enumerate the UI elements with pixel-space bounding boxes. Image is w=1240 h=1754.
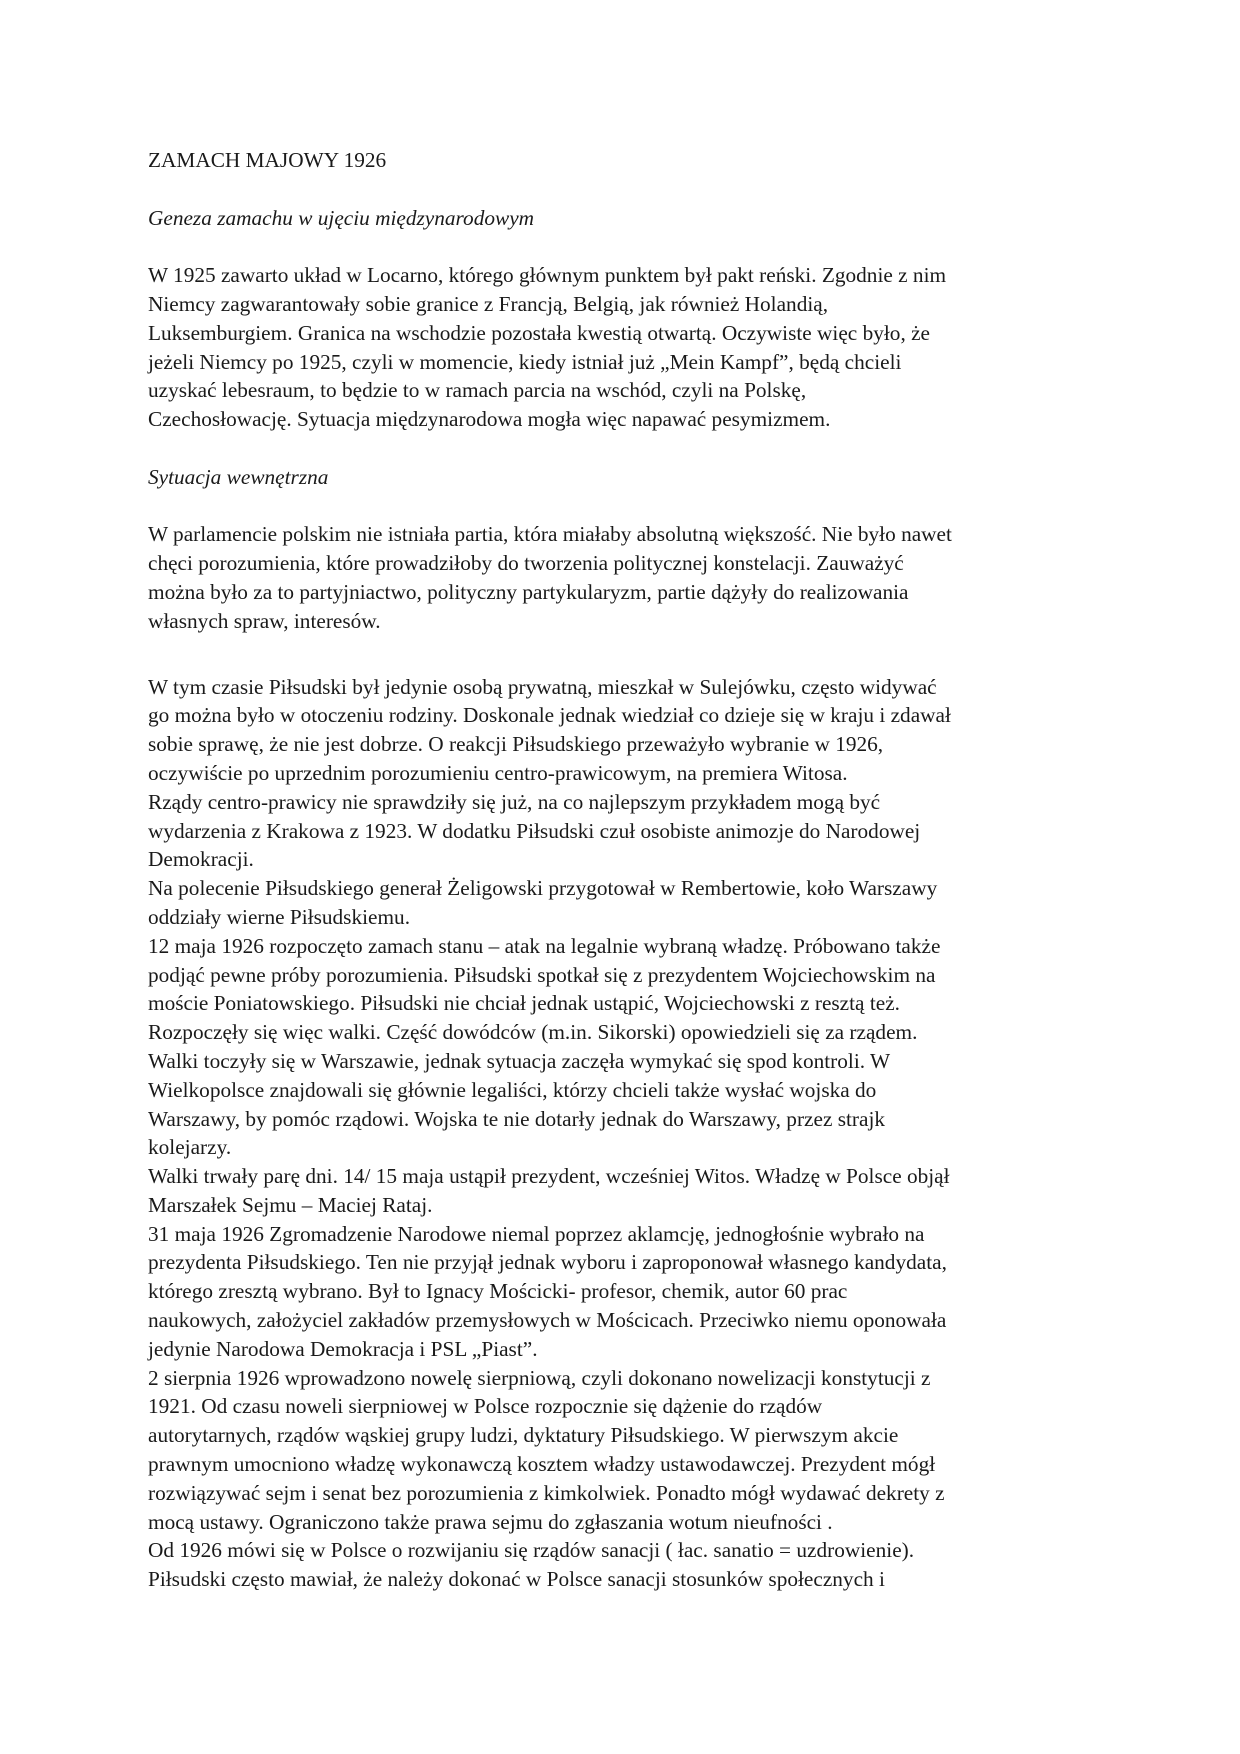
text-line: jeżeli Niemcy po 1925, czyli w momencie, kiedy istniał już „Mein Kampf”, będą chcieli xyxy=(148,349,902,374)
text-line: 31 maja 1926 Zgromadzenie Narodowe niemal poprzez aklamcję, jednogłośnie wybrało na xyxy=(148,1221,925,1246)
text-line: sobie sprawę, że nie jest dobrze. O reakcji Piłsudskiego przeważyło wybranie w 1926, xyxy=(148,732,884,757)
text-line: Marszałek Sejmu – Maciej Rataj. xyxy=(148,1192,433,1217)
paragraph-coup xyxy=(148,673,1098,1595)
text-line: 12 maja 1926 rozpoczęto zamach stanu – atak na legalnie wybraną władzę. Próbowano także xyxy=(148,933,941,958)
text-line: W tym czasie Piłsudski był jedynie osobą prywatną, mieszkał w Sulejówku, często widywać xyxy=(148,674,937,699)
text-line: Na polecenie Piłsudskiego generał Żeligowski przygotował w Rembertowie, koło Warszawy xyxy=(148,876,938,901)
text-line: naukowych, założyciel zakładów przemysłowych w Mościcach. Przeciwko niemu oponowała xyxy=(148,1308,947,1333)
text-line: oddziały wierne Piłsudskiemu. xyxy=(148,904,411,929)
text-line: można było za to partyjniactwo, polityczny partykularyzm, partie dążyły do realizowania xyxy=(148,579,909,604)
paragraph-international xyxy=(148,261,1098,434)
text-line: oczywiście po uprzednim porozumieniu centro-prawicowym, na premiera Witosa. xyxy=(148,760,848,785)
text-line: moście Poniatowskiego. Piłsudski nie chciał jednak ustąpić, Wojciechowski z resztą też. xyxy=(148,991,900,1016)
paragraph-parliament xyxy=(148,520,1098,635)
text-line: 2 sierpnia 1926 wprowadzono nowelę sierpniową, czyli dokonano nowelizacji konstytucji z xyxy=(148,1365,931,1390)
text-line: kolejarzy. xyxy=(148,1135,232,1160)
text-line: uzyskać lebesraum, to będzie to w ramach parcia na wschód, czyli na Polskę, xyxy=(148,378,807,403)
document-body xyxy=(148,146,1098,1594)
text-line: Wielkopolsce znajdowali się głównie legaliści, którzy chcieli także wysłać wojska do xyxy=(148,1077,877,1102)
text-line: mocą ustawy. Ograniczono także prawa sejmu do zgłaszania wotum nieufności . xyxy=(148,1509,833,1534)
text-line: go można było w otoczeniu rodziny. Doskonale jednak wiedział co dzieje się w kraju i zdawał xyxy=(148,703,951,728)
text-line: chęci porozumienia, które prowadziłoby do tworzenia politycznej konstelacji. Zauważyć xyxy=(148,551,904,576)
section-heading-international: Geneza zamachu w ujęciu międzynarodowym xyxy=(148,205,535,230)
text-line: Od 1926 mówi się w Polsce o rozwijaniu się rządów sanacji ( łac. sanatio = uzdrowienie). xyxy=(148,1538,915,1563)
document-title: ZAMACH MAJOWY 1926 xyxy=(148,148,387,172)
text-line: Warszawy, by pomóc rządowi. Wojska te nie dotarły jednak do Warszawy, przez strajk xyxy=(148,1106,886,1131)
text-line: podjąć pewne próby porozumienia. Piłsudski spotkał się z prezydentem Wojciechowskim na xyxy=(148,962,936,987)
text-line: Walki trwały parę dni. 14/ 15 maja ustąpił prezydent, wcześniej Witos. Władzę w Polsce objął xyxy=(148,1164,950,1189)
text-line: Demokracji. xyxy=(148,847,254,872)
text-line: W parlamencie polskim nie istniała partia, która miałaby absolutną większość. Nie było nawet xyxy=(148,522,952,547)
text-line: Rozpoczęły się więc walki. Część dowódców (m.in. Sikorski) opowiedzieli się za rządem. xyxy=(148,1020,918,1045)
text-line: Rządy centro-prawicy nie sprawdziły się już, na co najlepszym przykładem mogą być xyxy=(148,789,881,814)
text-line: własnych spraw, interesów. xyxy=(148,608,381,633)
text-line: W 1925 zawarto układ w Locarno, którego głównym punktem był pakt reński. Zgodnie z nim xyxy=(148,263,947,288)
text-line: prawnym umocniono władzę wykonawczą kosztem władzy ustawodawczej. Prezydent mógł xyxy=(148,1452,936,1477)
text-line: prezydenta Piłsudskiego. Ten nie przyjął jednak wyboru i zaproponował własnego kandydata, xyxy=(148,1250,947,1275)
text-line: Czechosłowację. Sytuacja międzynarodowa mogła więc napawać pesymizmem. xyxy=(148,407,831,432)
text-line: 1921. Od czasu noweli sierpniowej w Polsce rozpocznie się dążenie do rządów xyxy=(148,1394,823,1419)
text-line: jedynie Narodowa Demokracja i PSL „Piast”. xyxy=(148,1336,538,1361)
paragraph-gap xyxy=(148,434,1098,463)
text-line: Walki toczyły się w Warszawie, jednak sytuacja zaczęła wymykać się spod kontroli. W xyxy=(148,1048,891,1073)
text-line: Piłsudski często mawiał, że należy dokonać w Polsce sanacji stosunków społecznych i xyxy=(148,1567,885,1592)
text-line: wydarzenia z Krakowa z 1923. W dodatku Piłsudski czuł osobiste animozje do Narodowej xyxy=(148,818,921,843)
section-heading-internal: Sytuacja wewnętrzna xyxy=(148,464,329,489)
text-line: Luksemburgiem. Granica na wschodzie pozostała kwestią otwartą. Oczywiste więc było, że xyxy=(148,320,930,345)
text-line: Niemcy zagwarantowały sobie granice z Francją, Belgią, jak również Holandią, xyxy=(148,291,829,316)
text-line: którego zresztą wybrano. Był to Ignacy Mościcki- profesor, chemik, autor 60 prac xyxy=(148,1279,848,1304)
text-line: rozwiązywać sejm i senat bez porozumienia z kimkolwiek. Ponadto mógł wydawać dekrety z xyxy=(148,1480,945,1505)
paragraph-gap xyxy=(148,636,1098,673)
text-line: autorytarnych, rządów wąskiej grupy ludzi, dyktatury Piłsudskiego. W pierwszym akcie xyxy=(148,1423,899,1448)
